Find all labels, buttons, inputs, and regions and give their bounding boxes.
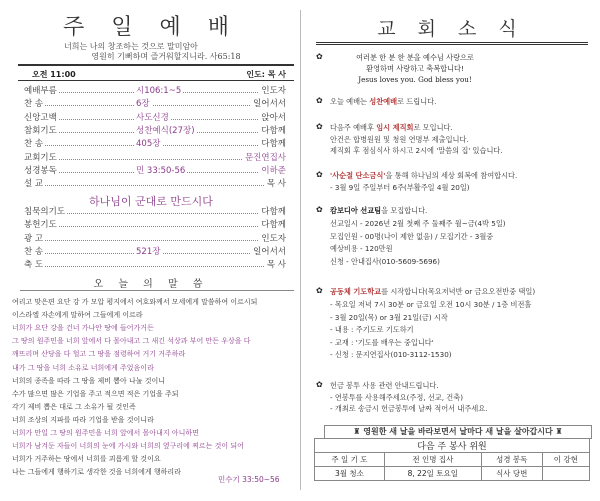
- scripture-reference: 민수기 33:50~56: [218, 475, 280, 484]
- service-leader: 인도: 목 사: [246, 70, 286, 79]
- verse-line-2: 영원히 기뻐하며 즐거워할지니라. 사65:18: [91, 52, 241, 61]
- detail-line: - 3월 20일(목) or 3월 21일(금) 시작: [330, 312, 448, 322]
- order-row: [24, 84, 286, 95]
- item3-icon: ✿: [316, 170, 323, 179]
- order-item-name: 예배부름: [24, 86, 57, 96]
- news-item-2: [330, 123, 453, 133]
- scripture-line: 너희가 거주하는 땅에서 너희를 괴롭게 할 것이요: [12, 455, 161, 464]
- detail-line: 신청 - 안내집사(010-5609-5696): [330, 256, 440, 266]
- detail-line: - 목요일 저녁 7시 30분 or 금요일 오전 10시 30분 / 1층 비전홀: [330, 300, 532, 309]
- item6-icon: ✿: [316, 380, 323, 389]
- item1-text-end: 로 드립니다.: [397, 97, 437, 106]
- order-item-person: 일어서서: [253, 99, 286, 110]
- item5-highlight: 공동체 기도학교: [330, 287, 382, 296]
- news-rule-2: [316, 44, 588, 45]
- item2-line-3: 제직회 후 점심식사 하시고 2시에 '말씀의 집' 있습니다.: [330, 146, 503, 155]
- order-item-person: 일어서서: [253, 246, 286, 257]
- order-item-detail: 405장: [136, 139, 161, 150]
- order-item-name: 참회기도: [24, 125, 57, 136]
- order-item-person: 목 사: [266, 260, 286, 271]
- news-item-3: [330, 171, 517, 181]
- order-item-person: 다함께: [261, 207, 286, 217]
- leader-dots: [24, 240, 286, 241]
- scripture-line: 그 땅의 원주민을 너희 앞에서 다 몰아내고 그 새긴 석상과 부어 만든 우상을 다: [12, 337, 251, 346]
- scripture-line: 이스라엘 자손에게 말하여 그들에게 이르라: [12, 311, 143, 320]
- scripture-line: 나는 그들에게 행하기로 생각한 것을 너희에게 행하리라: [12, 468, 181, 477]
- table-cell: 이 강현: [542, 453, 589, 467]
- table-cell: 주 일 기 도: [315, 453, 385, 467]
- leader-dots: [24, 105, 286, 106]
- table-cell: 성경 봉독: [481, 453, 542, 467]
- header-rule-bottom: [18, 80, 294, 81]
- order-item-person: 다함께: [261, 220, 286, 231]
- order-item-detail: 성찬예식(27장): [136, 125, 195, 136]
- item5-text: 를 시작합니다(목요저녁반 or 금요오전반중 택일): [381, 287, 536, 296]
- service-time: 오전 11:00: [32, 70, 76, 79]
- order-row: [24, 205, 286, 216]
- motto-banner: [324, 425, 592, 439]
- welcome-line-3: Jesus loves you. God bless you!: [358, 75, 472, 84]
- welcome-line-1: 여러분 한 분 한 분을 예수님 사랑으로: [356, 53, 474, 62]
- news-item-1: [330, 97, 436, 107]
- item2-text: 다음주 예배후: [330, 123, 377, 132]
- order-item-name: 설 교: [24, 179, 44, 190]
- detail-line: - 신청 : 문지연집사(010-3112-1530): [330, 350, 452, 359]
- item6-line-1: - 연봉투를 사용해주세요(주정, 선교, 건축): [330, 393, 464, 402]
- news-item-4: [330, 206, 427, 216]
- order-item-name: 신앙고백: [24, 112, 57, 123]
- item4-icon: ✿: [316, 205, 323, 214]
- order-item-detail: 시106:1~5: [136, 86, 182, 96]
- order-item-person: 인도자: [261, 86, 286, 96]
- scripture-line: 수가 많으면 많은 기업을 주고 적으면 적은 기업을 주되: [12, 389, 179, 398]
- order-item-name: 찬 송: [24, 99, 44, 110]
- order-item-person: 문진연집사: [244, 152, 286, 163]
- header-rule: [18, 64, 294, 66]
- item3-highlight: '사순절 단소금식': [330, 171, 386, 180]
- cross-icon-right: ♜: [555, 427, 563, 436]
- table-cell: [542, 467, 589, 481]
- order-item-person: 앉아서: [261, 112, 286, 123]
- order-row: [24, 218, 286, 229]
- scripture-line: 너희가 요단 강을 건너 가나안 땅에 들어가거든: [12, 324, 154, 333]
- order-row: [24, 232, 286, 243]
- scripture-line: 너희의 종족을 따라 그 땅을 제비 뽑아 나눌 것이니: [12, 376, 166, 385]
- order-item-name: 침묵의기도: [24, 207, 66, 217]
- table-title: 다음 주 봉사 위원: [315, 439, 590, 453]
- news-title: 교 회 소 식: [377, 18, 525, 40]
- item1-icon: ✿: [316, 96, 323, 105]
- sermon-title: 하나님이 군대로 만드시다: [89, 195, 213, 208]
- order-row: [24, 111, 286, 122]
- order-item-detail: 민 33:50-56: [136, 165, 186, 176]
- words-title: 오 늘 의 말 씀: [93, 279, 209, 290]
- order-row: [24, 151, 286, 162]
- worship-column: [6, 0, 296, 501]
- table-header-row: [315, 453, 590, 467]
- time-bar: [18, 67, 294, 79]
- scripture-line: 너희가 남겨둔 자들이 너희의 눈에 가시와 너희의 옆구리에 찌르는 것이 되어: [12, 442, 244, 451]
- order-item-name: 교회기도: [24, 152, 57, 163]
- item3-text: 을 통해 하나님의 세상 회복에 참여합시다.: [385, 171, 518, 180]
- detail-line: 선교일시 - 2026년 2월 첫째 주 둘째주 월~금(4박 5일): [330, 219, 506, 228]
- order-item-detail: 6장: [136, 99, 150, 110]
- order-row: [24, 245, 286, 256]
- scripture-line: 각기 제비 뽑은 대로 그 소유가 될 것인즉: [12, 402, 136, 411]
- item4-text: 을 모집합니다.: [381, 206, 428, 215]
- table-cell: 3월 청소: [315, 467, 385, 481]
- table-row: [315, 467, 590, 481]
- news-item-5: [330, 287, 535, 297]
- news-item-6: 헌금 봉투 사용 관련 안내드립니다.: [330, 381, 439, 390]
- order-item-person: 다함께: [261, 139, 286, 150]
- leader-dots: [24, 185, 286, 186]
- detail-line: 모집인원 - 00명(나이 제한 없음) / 모집기간 - 3월중: [330, 231, 494, 241]
- scripture-line: 너희 조상의 지파를 따라 기업을 받을 것이니라: [12, 415, 154, 424]
- scripture-line: 여리고 맞은편 요단 강 가 모압 평지에서 여호와께서 모세에게 말씀하여 이르시되: [12, 298, 258, 306]
- leader-dots: [24, 266, 286, 267]
- order-row: [24, 258, 286, 269]
- order-item-name: 축 도: [24, 260, 44, 271]
- item2-highlight: 임시 제직회: [376, 123, 414, 132]
- order-item-name: 찬 송: [24, 139, 44, 150]
- column-divider: [300, 10, 301, 490]
- order-item-detail: 사도신경: [136, 112, 169, 123]
- order-item-person: 다함께: [261, 125, 286, 136]
- table-cell: 식사 당번: [481, 467, 542, 481]
- item4-highlight: 캄보디아 선교팀: [330, 206, 382, 215]
- cross-icon: ♜: [353, 427, 361, 436]
- order-item-detail: 521장: [136, 246, 161, 257]
- item1-highlight: 성찬예배: [369, 97, 398, 106]
- words-rule: [20, 290, 294, 291]
- item5-icon: ✿: [316, 286, 323, 295]
- leader-dots: [24, 226, 286, 227]
- order-item-person: 목 사: [266, 179, 286, 190]
- order-row: [24, 137, 286, 148]
- welcome-icon: ✿: [316, 52, 323, 61]
- order-row: [24, 97, 286, 108]
- worship-title: 주 일 예 배: [63, 15, 239, 40]
- service-table: [314, 438, 590, 481]
- item2-line-2: 안건은 합병원원 및 청원 연명부 제출입니다.: [330, 135, 469, 144]
- motto-text: 영원한 새 날을 바라보면서 날마다 새 날을 살아갑시다: [363, 427, 553, 436]
- detail-line: 예상비용 - 120만원: [330, 244, 393, 253]
- order-item-person: 이하준: [261, 165, 286, 176]
- scripture-line: 깨뜨리며 산당을 다 헐고 그 땅을 점령하여 거기 거주하라: [12, 350, 186, 359]
- order-row: [24, 177, 286, 188]
- scripture-line: 너희가 만일 그 땅의 원주민을 너희 앞에서 몰아내지 아니하면: [12, 429, 199, 437]
- detail-line: - 교재 : '기도를 배우는 중입니다': [330, 337, 434, 347]
- table-cell: 8, 22일 토요일: [384, 467, 481, 481]
- item1-text: 오늘 예배는: [330, 97, 370, 106]
- detail-line: - 내용 : 주기도로 기도하기: [330, 325, 414, 334]
- order-item-name: 봉헌기도: [24, 220, 57, 231]
- item2-icon: ✿: [316, 122, 323, 131]
- welcome-line-2: 환영하며 사랑하고 축복합니다!: [366, 64, 464, 73]
- scripture-line: 내가 그 땅을 너희 소유로 너희에게 주었음이라: [12, 363, 154, 372]
- verse-line-1: 너희는 나의 창조하는 것으로 말미암아: [64, 42, 198, 51]
- order-item-name: 광 고: [24, 233, 44, 244]
- table-cell: 전 인명 집사: [384, 453, 481, 467]
- order-item-person: 인도자: [261, 233, 286, 244]
- news-column: [306, 0, 596, 501]
- item6-line-2: - 개최로 송금시 헌금봉투에 날짜 적어서 내주세요.: [330, 404, 488, 413]
- order-row: [24, 164, 286, 175]
- order-row: [24, 124, 286, 135]
- item2-text-end: 로 모입니다.: [413, 123, 453, 132]
- item3-line-2: - 3월 9일 주일부터 6주(부활주일 4월 20일): [330, 183, 470, 192]
- order-item-name: 찬 송: [24, 246, 44, 257]
- order-item-name: 성경봉독: [24, 165, 57, 176]
- news-rule: [316, 42, 588, 43]
